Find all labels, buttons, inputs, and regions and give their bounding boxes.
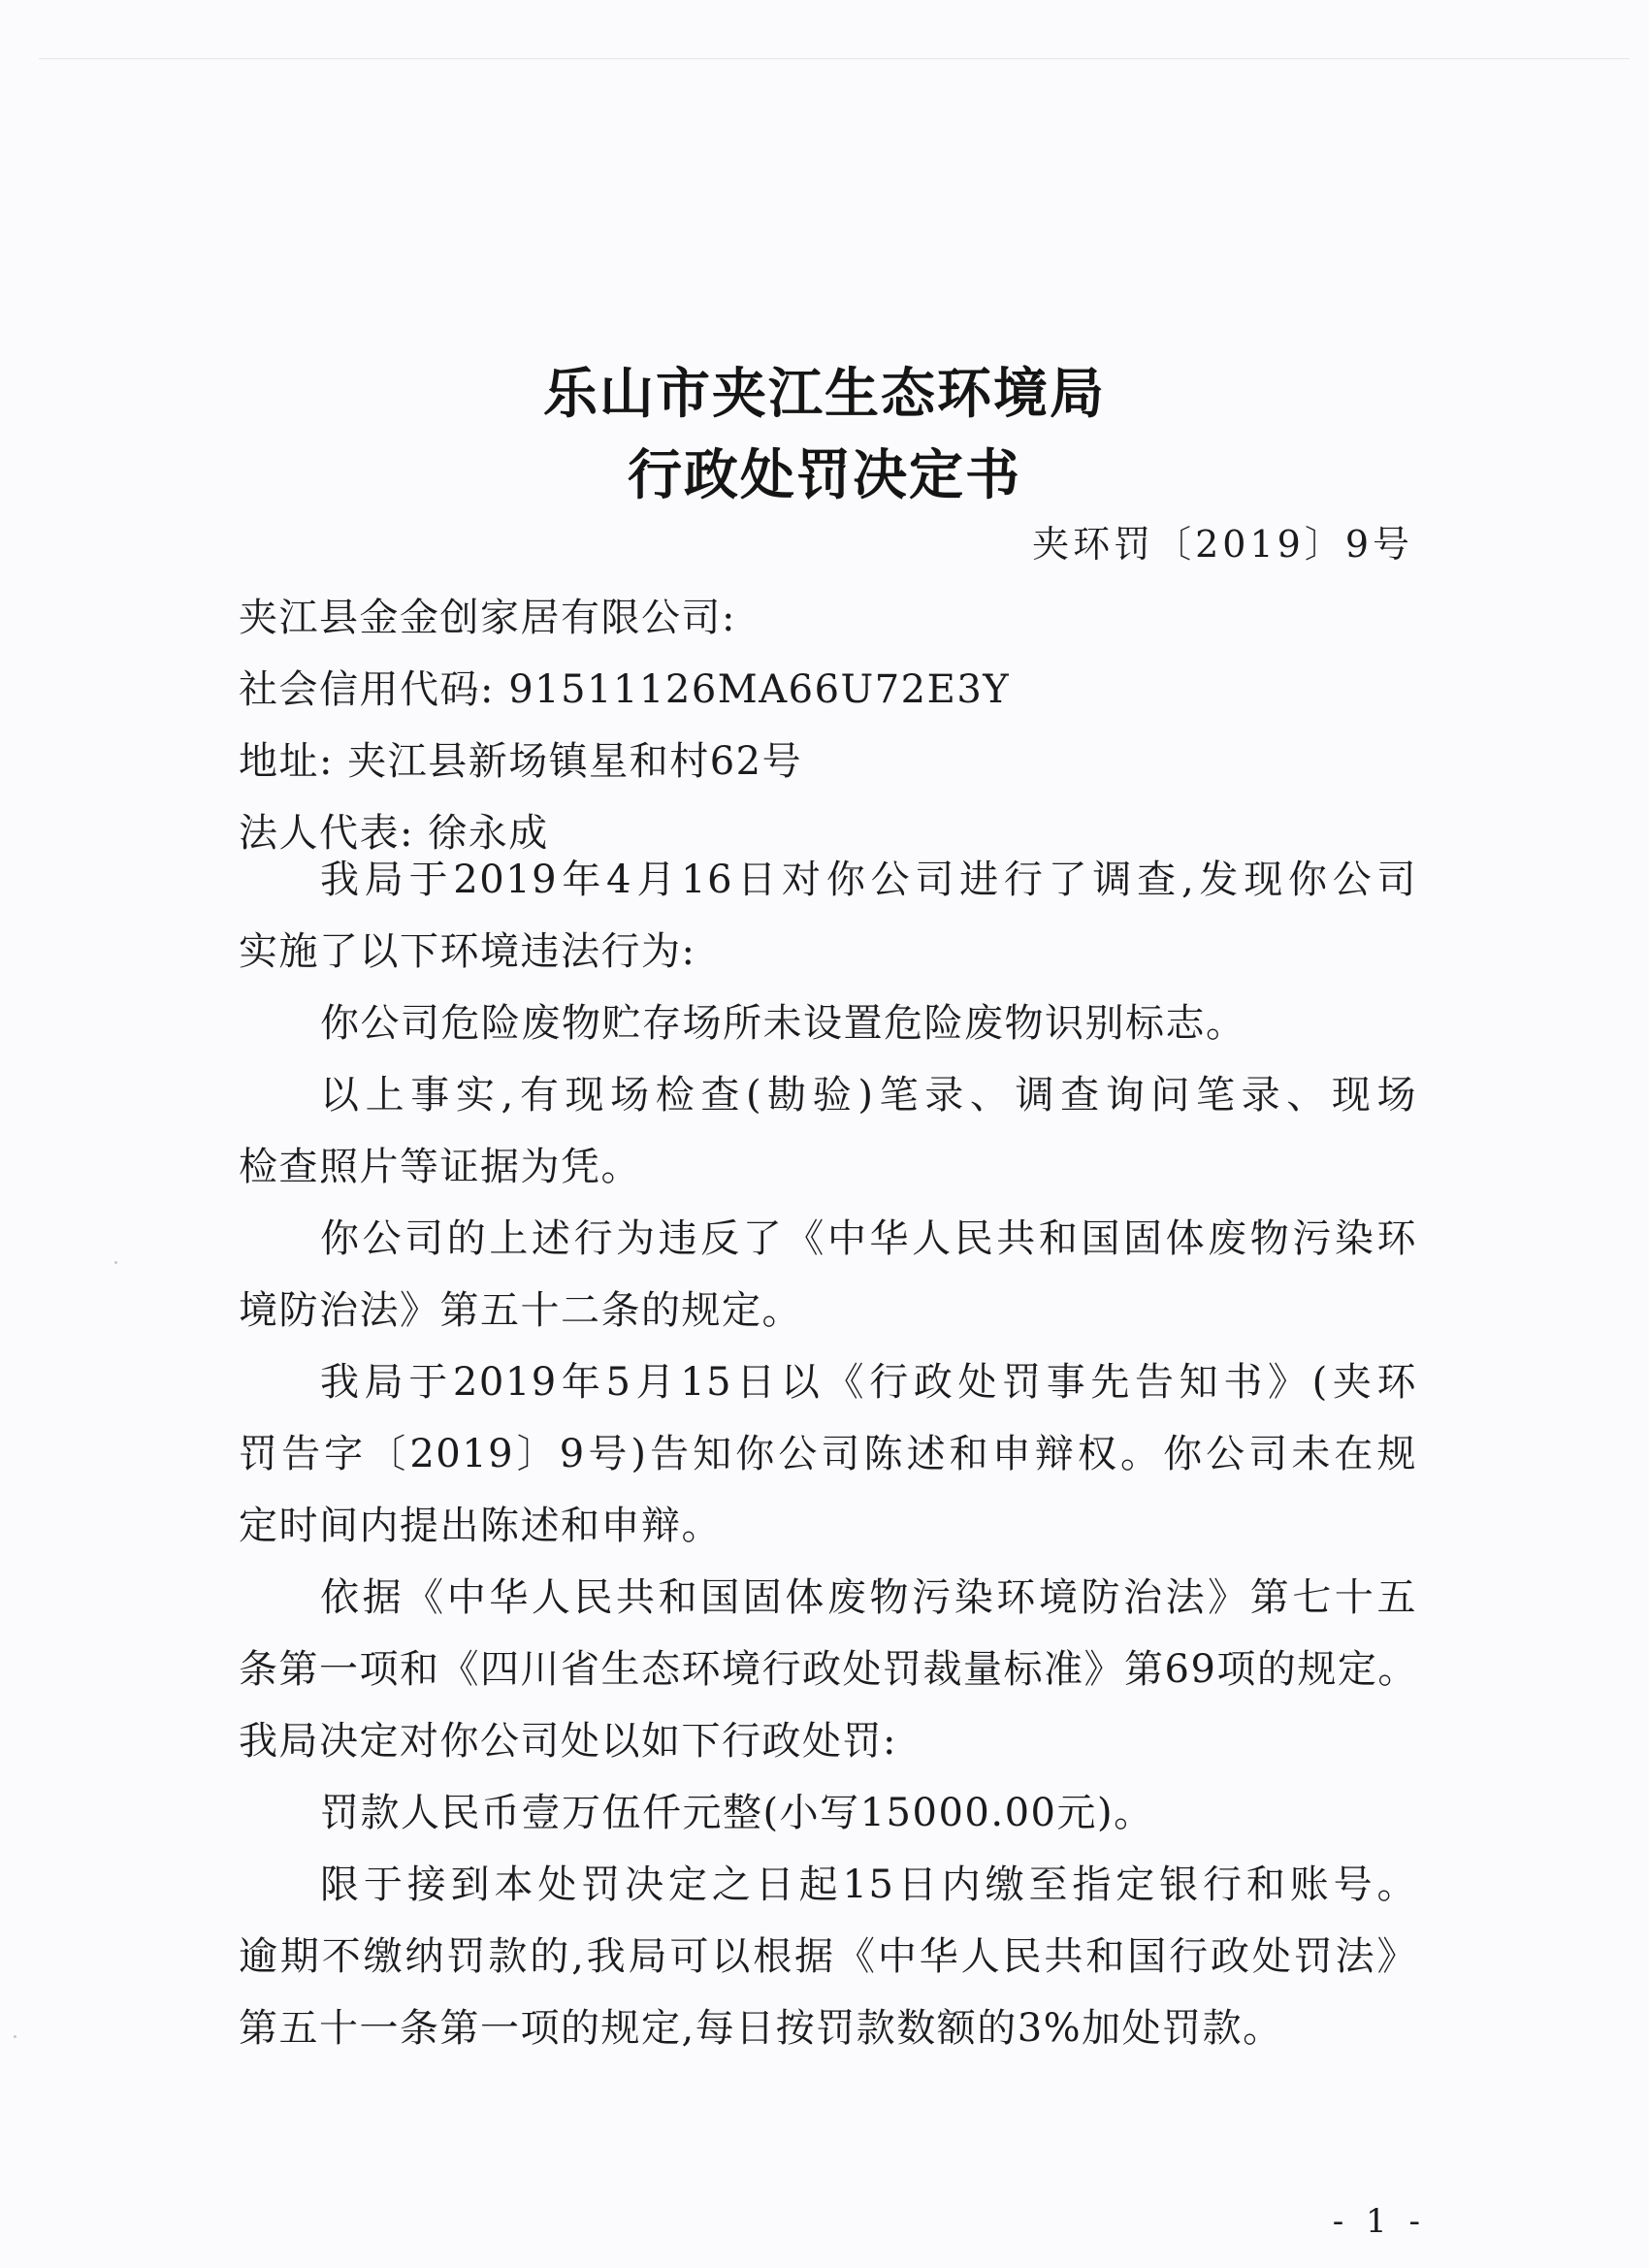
document-title-type: 行政处罚决定书 [628,443,1021,507]
scan-speck [14,2035,16,2038]
body-line: 你公司的上述行为违反了《中华人民共和国固体废物污染环 [320,1216,1417,1261]
body-line: 条第一项和《四川省生态环境行政处罚裁量标准》第69项的规定。 [239,1647,1418,1692]
body-line: 依据《中华人民共和国固体废物污染环境防治法》第七十五 [320,1575,1417,1620]
body-line: 实施了以下环境违法行为: [239,929,696,974]
recipient-company: 夹江县金金创家居有限公司: [239,596,736,640]
body-line: 以上事实,有现场检查(勘验)笔录、调查询问笔录、现场 [320,1073,1417,1118]
body-line: 你公司危险废物贮存场所未设置危险废物识别标志。 [320,1001,1246,1046]
body-line: 境防治法》第五十二条的规定。 [239,1288,802,1333]
body-line: 我局决定对你公司处以如下行政处罚: [239,1719,897,1764]
body-line: 逾期不缴纳罚款的,我局可以根据《中华人民共和国行政处罚法》 [239,1934,1417,1979]
body-line: 罚告字〔2019〕9号)告知你公司陈述和申辩权。你公司未在规 [239,1432,1417,1476]
scan-edge-line [39,58,1630,59]
body-line: 我局于2019年4月16日对你公司进行了调查,发现你公司 [320,858,1417,902]
document-title-agency: 乐山市夹江生态环境局 [543,362,1106,426]
page-number: - 1 - [1332,2202,1426,2241]
scan-speck [114,1261,117,1264]
recipient-credit-code: 社会信用代码: 91511126MA66U72E3Y [239,667,1011,712]
document-number: 夹环罚〔2019〕9号 [1032,523,1413,566]
body-line: 我局于2019年5月15日以《行政处罚事先告知书》(夹环 [320,1360,1417,1405]
body-line: 检查照片等证据为凭。 [239,1145,641,1189]
recipient-address: 地址: 夹江县新场镇星和村62号 [239,739,803,784]
body-line: 定时间内提出陈述和申辩。 [239,1504,722,1548]
recipient-legal-rep: 法人代表: 徐永成 [239,811,549,856]
body-line: 限于接到本处罚决定之日起15日内缴至指定银行和账号。 [320,1863,1417,1907]
body-line: 第五十一条第一项的规定,每日按罚款数额的3%加处罚款。 [239,2006,1283,2051]
penalty-line: 罚款人民币壹万伍仟元整(小写15000.00元)。 [320,1791,1154,1835]
